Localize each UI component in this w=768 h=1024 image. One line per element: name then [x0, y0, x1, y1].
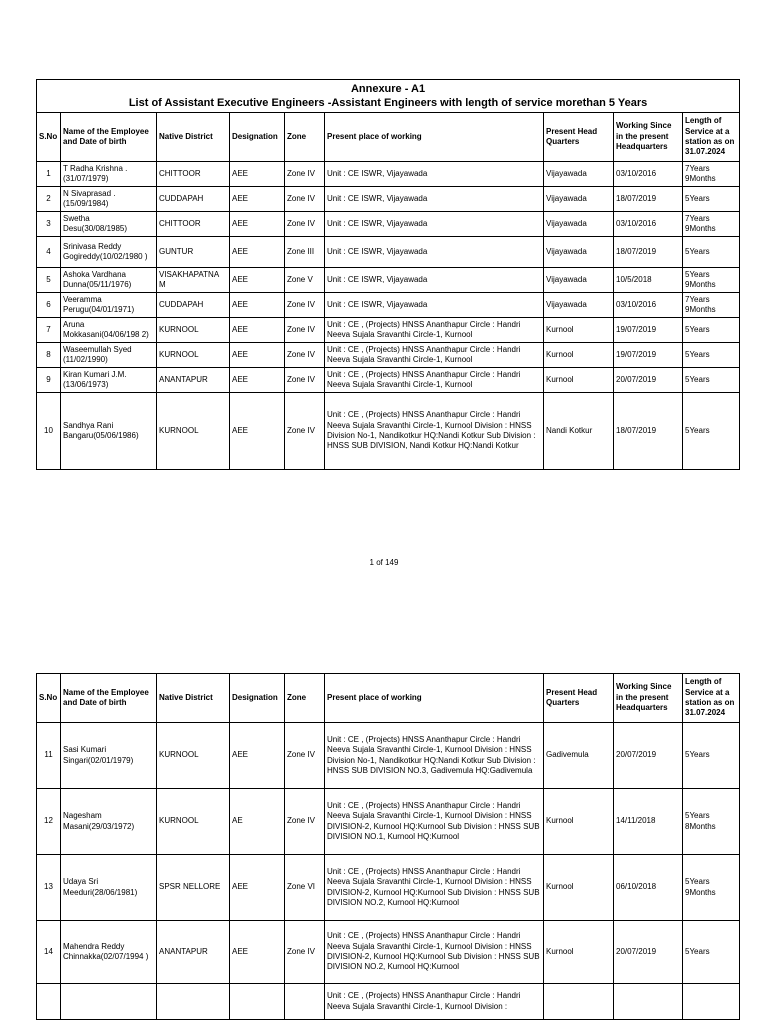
cell-sno: 1 [37, 162, 61, 187]
cell-zone: Zone VI [285, 855, 325, 921]
cell-zone [285, 984, 325, 1020]
col-zone: Zone [285, 674, 325, 723]
cell-since: 18/07/2019 [614, 187, 683, 212]
table-title-row [37, 80, 740, 113]
column-header-row [37, 113, 740, 162]
cell-place: Unit : CE , (Projects) HNSS Ananthapur Circle : Handri Neeva Sujala Sravanthi Circle-1, Kurnool Division : HNSS Division No-1, Nandikotkur HQ:Nandi Kotkur Sub Division : HNSS SUB DIVISION NO.3, Gadivemula HQ:Gadivemula [325, 723, 544, 789]
cell-since: 03/10/2016 [614, 293, 683, 318]
cell-designation: AEE [230, 268, 285, 293]
cell-length: 5Years [683, 393, 740, 470]
cell-district: CUDDAPAH [157, 187, 230, 212]
cell-since: 19/07/2019 [614, 318, 683, 343]
col-designation: Designation [230, 674, 285, 723]
cell-sno: 5 [37, 268, 61, 293]
table-row [37, 343, 740, 368]
cell-sno: 3 [37, 212, 61, 237]
cell-place: Unit : CE , (Projects) HNSS Ananthapur Circle : Handri Neeva Sujala Sravanthi Circle-1, Kurnool [325, 368, 544, 393]
column-header-row [37, 674, 740, 723]
cell-hq: Vijayawada [544, 268, 614, 293]
list-title: List of Assistant Executive Engineers -Assistant Engineers with length of service morethan 5 Years [128, 97, 648, 109]
col-length: Length of Service at a station as on 31.07.2024 [683, 674, 740, 723]
cell-designation: AEE [230, 723, 285, 789]
cell-place: Unit : CE ISWR, Vijayawada [325, 162, 544, 187]
cell-designation: AEE [230, 187, 285, 212]
page-number: 1 of 149 [369, 558, 399, 567]
cell-length: 7Years 9Months [683, 293, 740, 318]
cell-district: KURNOOL [157, 393, 230, 470]
table-row [37, 789, 740, 855]
cell-district [157, 984, 230, 1020]
cell-sno: 7 [37, 318, 61, 343]
cell-since: 20/07/2019 [614, 723, 683, 789]
cell-place: Unit : CE ISWR, Vijayawada [325, 293, 544, 318]
cell-designation: AEE [230, 237, 285, 268]
col-hq: Present Head Quarters [544, 674, 614, 723]
cell-place: Unit : CE , (Projects) HNSS Ananthapur Circle : Handri Neeva Sujala Sravanthi Circle-1, Kurnool Division : HNSS DIVISION-2, Kurnool HQ:Kurnool Sub Division : HNSS SUB DIVISION NO.2, Kurnool HQ:Kurnool [325, 855, 544, 921]
cell-sno: 14 [37, 921, 61, 984]
cell-since: 18/07/2019 [614, 393, 683, 470]
table-row [37, 921, 740, 984]
cell-zone: Zone IV [285, 162, 325, 187]
cell-designation [230, 984, 285, 1020]
cell-hq: Vijayawada [544, 162, 614, 187]
col-place: Present place of working [325, 113, 544, 162]
cell-name: Sandhya Rani Bangaru(05/06/1986) [61, 393, 157, 470]
cell-zone: Zone IV [285, 212, 325, 237]
cell-name: Udaya Sri Meeduri(28/06/1981) [61, 855, 157, 921]
cell-sno: 11 [37, 723, 61, 789]
cell-hq [544, 984, 614, 1020]
cell-place: Unit : CE , (Projects) HNSS Ananthapur Circle : Handri Neeva Sujala Sravanthi Circle-1, Kurnool Division : [325, 984, 544, 1020]
cell-hq: Kurnool [544, 855, 614, 921]
cell-zone: Zone IV [285, 187, 325, 212]
cell-sno: 8 [37, 343, 61, 368]
cell-length: 5Years 9Months [683, 855, 740, 921]
cell-name: Swetha Desu(30/08/1985) [61, 212, 157, 237]
cell-hq: Kurnool [544, 318, 614, 343]
col-sno: S.No [37, 113, 61, 162]
cell-district: KURNOOL [157, 789, 230, 855]
cell-since: 03/10/2016 [614, 162, 683, 187]
cell-length: 5Years [683, 921, 740, 984]
col-designation: Designation [230, 113, 285, 162]
cell-length: 5Years 8Months [683, 789, 740, 855]
cell-since: 03/10/2016 [614, 212, 683, 237]
cell-place: Unit : CE , (Projects) HNSS Ananthapur Circle : Handri Neeva Sujala Sravanthi Circle-1, Kurnool Division : HNSS Division No-1, Nandikotkur HQ:Nandi Kotkur Sub Division : HNSS SUB DIVISION, Nandi Kotkur HQ:Nandi Kotkur [325, 393, 544, 470]
cell-place: Unit : CE ISWR, Vijayawada [325, 268, 544, 293]
cell-length: 7Years 9Months [683, 212, 740, 237]
cell-name: Kiran Kumari J.M.(13/06/1973) [61, 368, 157, 393]
cell-name [61, 984, 157, 1020]
cell-length: 5Years [683, 318, 740, 343]
cell-hq: Kurnool [544, 343, 614, 368]
cell-hq: Kurnool [544, 921, 614, 984]
cell-designation: AEE [230, 368, 285, 393]
cell-zone: Zone IV [285, 343, 325, 368]
cell-hq: Gadivemula [544, 723, 614, 789]
cell-sno: 9 [37, 368, 61, 393]
table-row [37, 855, 740, 921]
cell-zone: Zone IV [285, 723, 325, 789]
cell-designation: AEE [230, 921, 285, 984]
cell-zone: Zone IV [285, 293, 325, 318]
col-name: Name of the Employee and Date of birth [61, 113, 157, 162]
cell-hq: Kurnool [544, 789, 614, 855]
cell-district: ANANTAPUR [157, 921, 230, 984]
cell-place: Unit : CE , (Projects) HNSS Ananthapur Circle : Handri Neeva Sujala Sravanthi Circle-1, Kurnool Division : HNSS DIVISION-2, Kurnool HQ:Kurnool Sub Division : HNSS SUB DIVISION NO.2, Kurnool HQ:Kurnool [325, 921, 544, 984]
cell-designation: AEE [230, 212, 285, 237]
cell-district: CHITTOOR [157, 212, 230, 237]
cell-district: GUNTUR [157, 237, 230, 268]
cell-designation: AE [230, 789, 285, 855]
employee-table-page1 [36, 79, 740, 470]
cell-zone: Zone III [285, 237, 325, 268]
cell-designation: AEE [230, 162, 285, 187]
cell-name: Waseemullah Syed (11/02/1990) [61, 343, 157, 368]
table-row [37, 268, 740, 293]
col-district: Native District [157, 674, 230, 723]
col-district: Native District [157, 113, 230, 162]
cell-sno: 13 [37, 855, 61, 921]
cell-hq: Kurnool [544, 368, 614, 393]
cell-name: Veeramma Perugu(04/01/1971) [61, 293, 157, 318]
cell-sno: 10 [37, 393, 61, 470]
cell-since: 19/07/2019 [614, 343, 683, 368]
cell-length: 5Years 9Months [683, 268, 740, 293]
cell-since: 14/11/2018 [614, 789, 683, 855]
cell-sno [37, 984, 61, 1020]
cell-zone: Zone IV [285, 368, 325, 393]
cell-name: Sasi Kumari Singari(02/01/1979) [61, 723, 157, 789]
cell-district: SPSR NELLORE [157, 855, 230, 921]
table-row [37, 237, 740, 268]
cell-length: 5Years [683, 343, 740, 368]
cell-since: 20/07/2019 [614, 368, 683, 393]
table-body-page1 [37, 162, 740, 470]
cell-district: KURNOOL [157, 343, 230, 368]
table-row [37, 723, 740, 789]
cell-since: 10/5/2018 [614, 268, 683, 293]
cell-sno: 6 [37, 293, 61, 318]
cell-length [683, 984, 740, 1020]
cell-since: 06/10/2018 [614, 855, 683, 921]
table-row [37, 318, 740, 343]
cell-place: Unit : CE , (Projects) HNSS Ananthapur Circle : Handri Neeva Sujala Sravanthi Circle-1, Kurnool Division : HNSS DIVISION-2, Kurnool HQ:Kurnool Sub Division : HNSS SUB DIVISION NO.1, Kurnool HQ:Kurnool [325, 789, 544, 855]
cell-zone: Zone IV [285, 789, 325, 855]
cell-district: CHITTOOR [157, 162, 230, 187]
cell-since [614, 984, 683, 1020]
col-place: Present place of working [325, 674, 544, 723]
cell-designation: AEE [230, 855, 285, 921]
cell-hq: Nandi Kotkur [544, 393, 614, 470]
col-sno: S.No [37, 674, 61, 723]
col-since: Working Since in the present Headquarters [614, 674, 683, 723]
table-row [37, 368, 740, 393]
cell-name: T Radha Krishna .(31/07/1979) [61, 162, 157, 187]
cell-hq: Vijayawada [544, 187, 614, 212]
cell-place: Unit : CE ISWR, Vijayawada [325, 212, 544, 237]
table-body-page2 [37, 723, 740, 1020]
cell-district: KURNOOL [157, 723, 230, 789]
cell-zone: Zone IV [285, 393, 325, 470]
cell-hq: Vijayawada [544, 237, 614, 268]
cell-name: Aruna Mokkasani(04/06/198 2) [61, 318, 157, 343]
col-hq: Present Head Quarters [544, 113, 614, 162]
cell-name: Mahendra Reddy Chinnakka(02/07/1994 ) [61, 921, 157, 984]
cell-designation: AEE [230, 343, 285, 368]
cell-designation: AEE [230, 393, 285, 470]
cell-name: N Sivaprasad .(15/09/1984) [61, 187, 157, 212]
cell-length: 5Years [683, 723, 740, 789]
cell-sno: 12 [37, 789, 61, 855]
cell-place: Unit : CE , (Projects) HNSS Ananthapur Circle : Handri Neeva Sujala Sravanthi Circle-1, Kurnool [325, 318, 544, 343]
cell-name: Nagesham Masani(29/03/1972) [61, 789, 157, 855]
cell-place: Unit : CE ISWR, Vijayawada [325, 237, 544, 268]
table-row [37, 293, 740, 318]
cell-zone: Zone V [285, 268, 325, 293]
cell-length: 5Years [683, 368, 740, 393]
cell-district: CUDDAPAH [157, 293, 230, 318]
table-row [37, 212, 740, 237]
table-row [37, 984, 740, 1020]
annexure-title: Annexure - A1 [350, 83, 426, 95]
cell-length: 7Years 9Months [683, 162, 740, 187]
col-since: Working Since in the present Headquarters [614, 113, 683, 162]
cell-name: Ashoka Vardhana Dunna(05/11/1976) [61, 268, 157, 293]
cell-length: 5Years [683, 187, 740, 212]
cell-hq: Vijayawada [544, 212, 614, 237]
employee-table-page2 [36, 673, 740, 1020]
cell-zone: Zone IV [285, 318, 325, 343]
cell-place: Unit : CE , (Projects) HNSS Ananthapur Circle : Handri Neeva Sujala Sravanthi Circle-1, Kurnool [325, 343, 544, 368]
cell-hq: Vijayawada [544, 293, 614, 318]
cell-sno: 4 [37, 237, 61, 268]
table-row [37, 393, 740, 470]
col-length: Length of Service at a station as on 31.07.2024 [683, 113, 740, 162]
cell-name: Srinivasa Reddy Gogireddy(10/02/1980 ) [61, 237, 157, 268]
table-row [37, 162, 740, 187]
cell-district: VISAKHAPATNA M [157, 268, 230, 293]
cell-designation: AEE [230, 293, 285, 318]
cell-length: 5Years [683, 237, 740, 268]
cell-since: 20/07/2019 [614, 921, 683, 984]
cell-since: 18/07/2019 [614, 237, 683, 268]
col-zone: Zone [285, 113, 325, 162]
cell-designation: AEE [230, 318, 285, 343]
cell-zone: Zone IV [285, 921, 325, 984]
cell-place: Unit : CE ISWR, Vijayawada [325, 187, 544, 212]
table-row [37, 187, 740, 212]
col-name: Name of the Employee and Date of birth [61, 674, 157, 723]
cell-district: ANANTAPUR [157, 368, 230, 393]
cell-district: KURNOOL [157, 318, 230, 343]
cell-sno: 2 [37, 187, 61, 212]
